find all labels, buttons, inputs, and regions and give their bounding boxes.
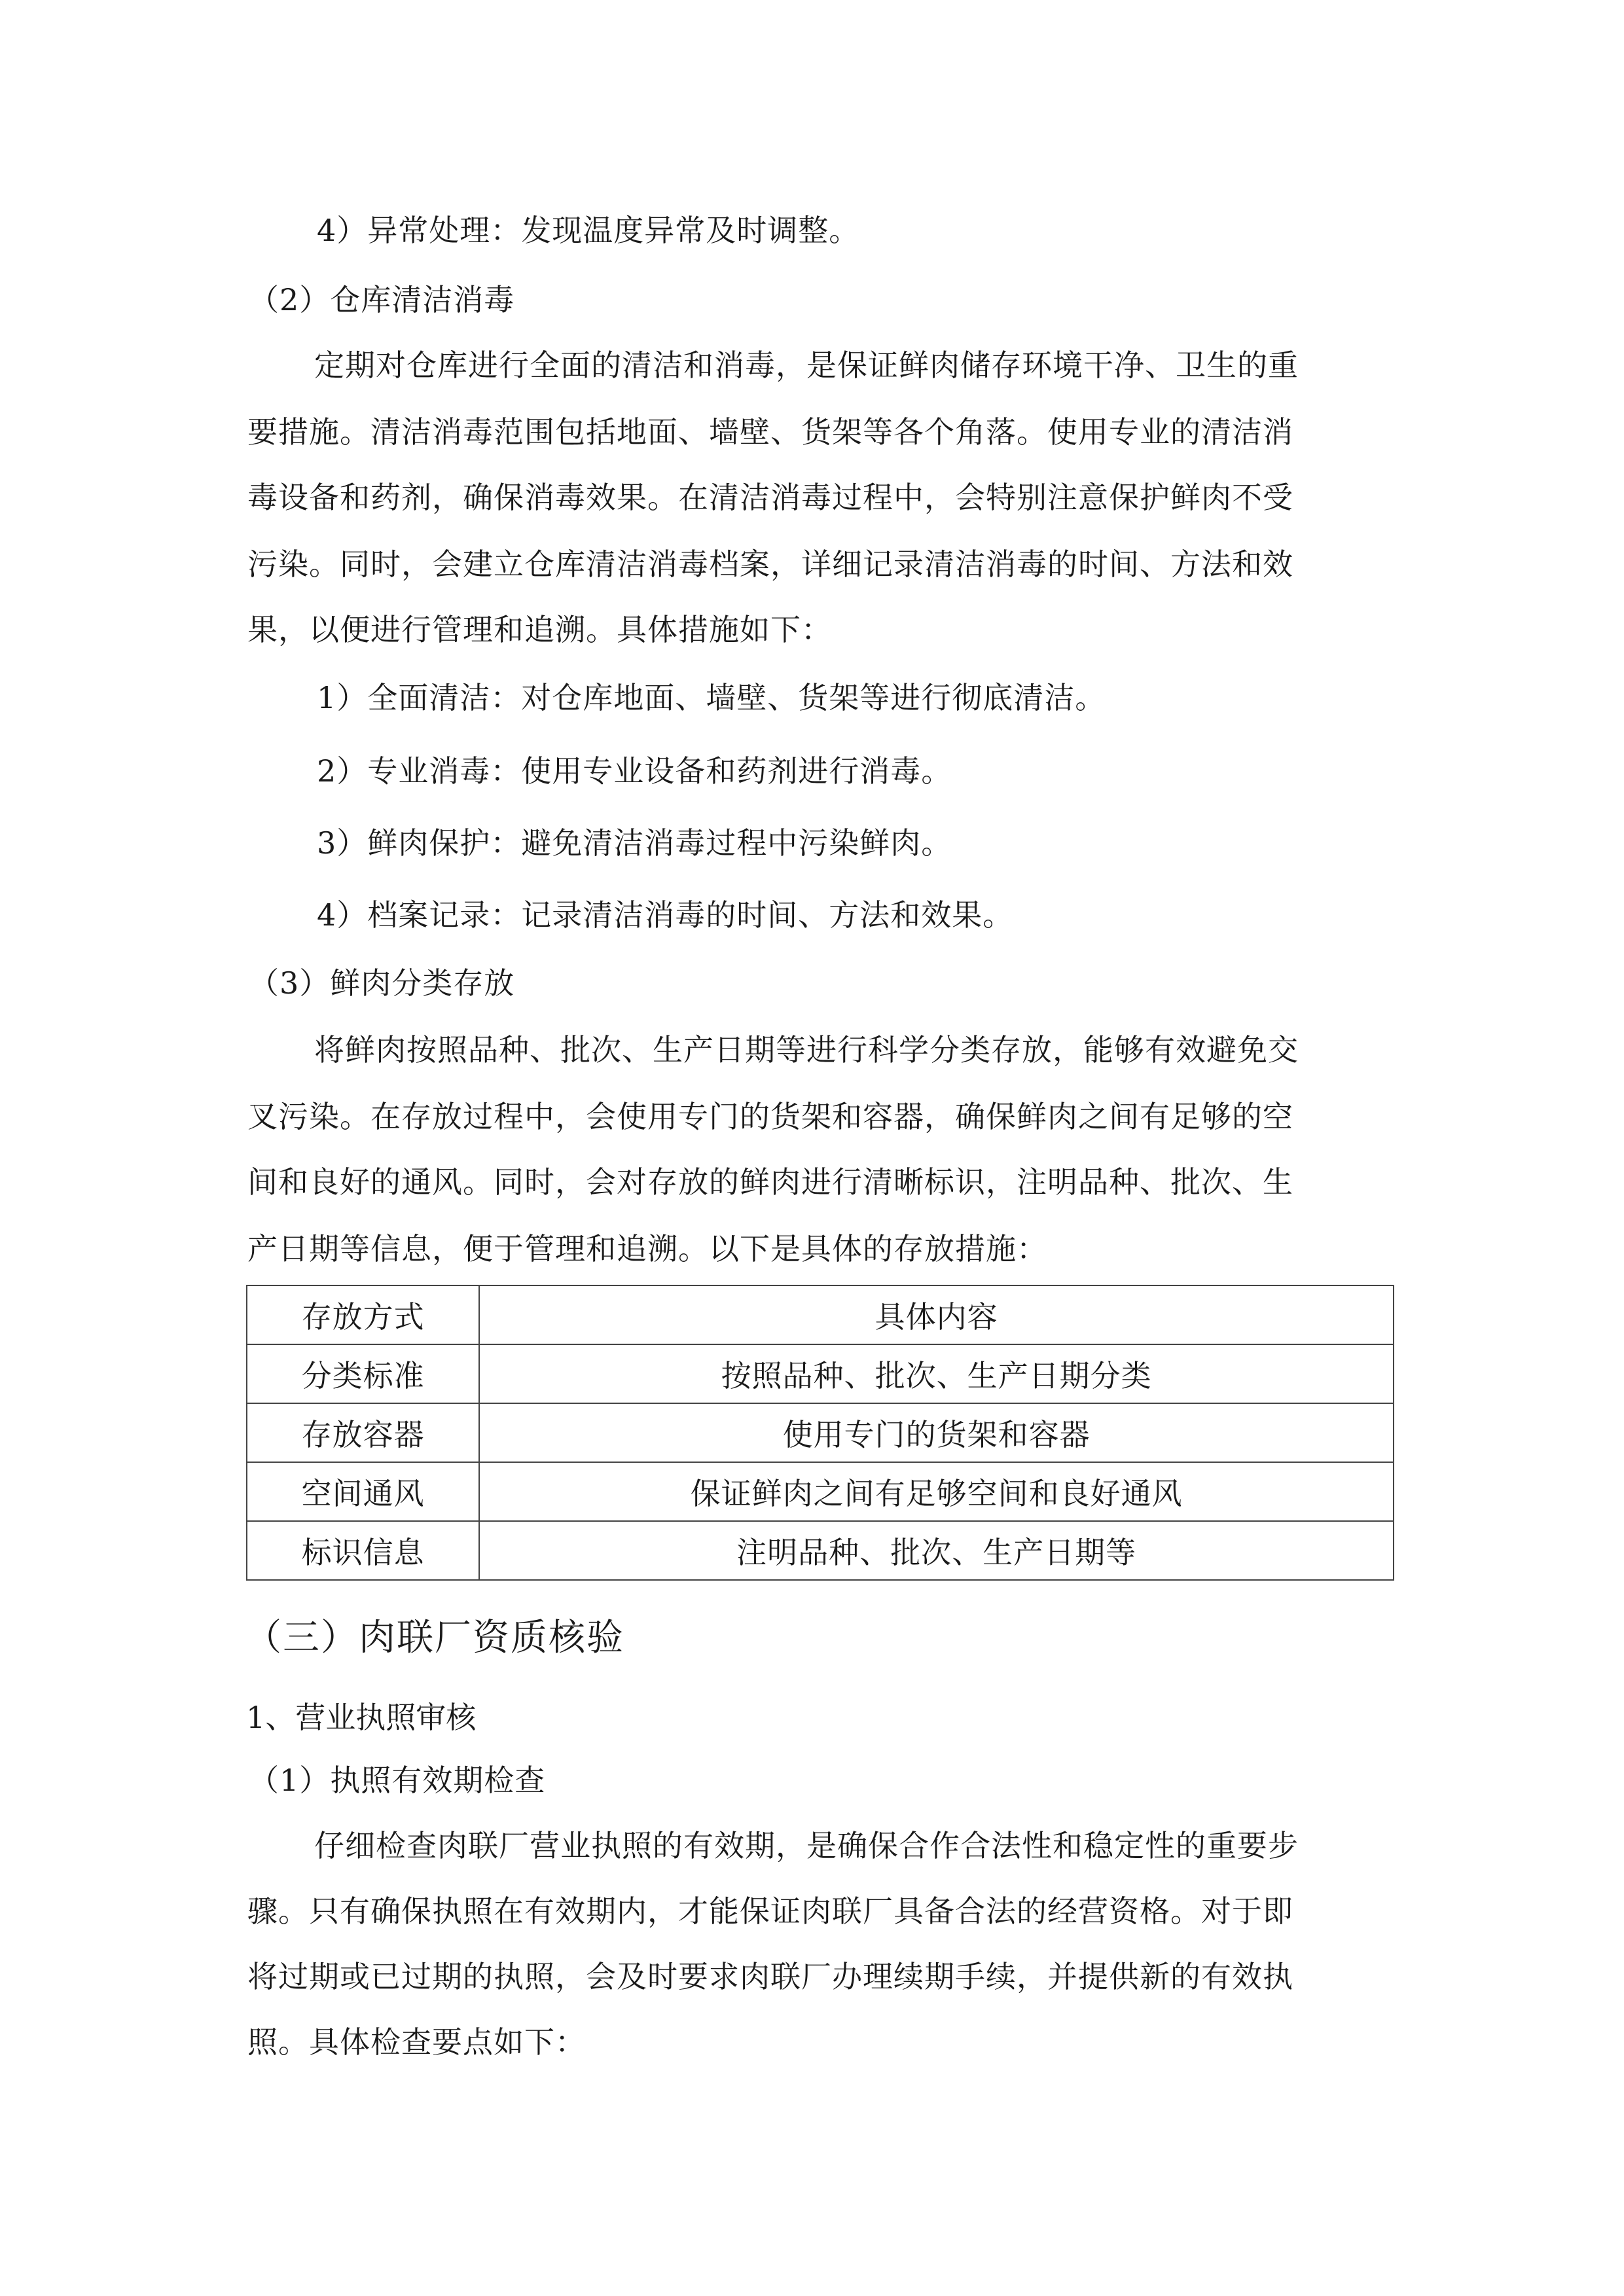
- table-row: [247, 1403, 1394, 1462]
- table-row: [247, 1521, 1394, 1580]
- table-row: [247, 1344, 1394, 1403]
- table-cell: 标识信息: [247, 1521, 479, 1580]
- cleaning-paragraph-line-3: 毒设备和药剂，确保消毒效果。在清洁消毒过程中，会特别注意保护鲜肉不受: [247, 480, 1293, 515]
- cleaning-item-4: 4）档案记录：记录清洁消毒的时间、方法和效果。: [317, 897, 1014, 933]
- storage-table: [246, 1285, 1394, 1581]
- storage-paragraph-line-1: 将鲜肉按照品种、批次、生产日期等进行科学分类存放，能够有效避免交: [314, 1032, 1299, 1067]
- table-cell: 按照品种、批次、生产日期分类: [479, 1344, 1394, 1403]
- cleaning-paragraph-line-2: 要措施。清洁消毒范围包括地面、墙壁、货架等各个角落。使用专业的清洁消: [247, 414, 1293, 450]
- cleaning-paragraph-line-4: 污染。同时，会建立仓库清洁消毒档案，详细记录清洁消毒的时间、方法和效: [247, 547, 1293, 582]
- qualification-heading: （三）肉联厂资质核验: [245, 1617, 624, 1659]
- table-header-cell: 具体内容: [479, 1285, 1394, 1344]
- temperature-item-4: 4）异常处理：发现温度异常及时调整。: [317, 213, 860, 248]
- qualification-paragraph-line-4: 照。具体检查要点如下：: [247, 2024, 586, 2060]
- cleaning-paragraph-line-1: 定期对仓库进行全面的清洁和消毒，是保证鲜肉储存环境干净、卫生的重: [314, 348, 1299, 383]
- storage-paragraph-line-2: 叉污染。在存放过程中，会使用专门的货架和容器，确保鲜肉之间有足够的空: [247, 1099, 1293, 1134]
- table-cell: 使用专门的货架和容器: [479, 1403, 1394, 1462]
- table-header-row: [247, 1285, 1394, 1344]
- cleaning-heading: （2）仓库清洁消毒: [249, 282, 515, 317]
- cleaning-item-2: 2）专业消毒：使用专业设备和药剂进行消毒。: [317, 753, 952, 789]
- table-row: [247, 1462, 1394, 1521]
- table-header-cell: 存放方式: [247, 1285, 479, 1344]
- table-cell: 分类标准: [247, 1344, 479, 1403]
- storage-paragraph-line-4: 产日期等信息，便于管理和追溯。以下是具体的存放措施：: [247, 1231, 1047, 1266]
- business-license-heading: 1、营业执照审核: [246, 1700, 477, 1735]
- table-cell: 保证鲜肉之间有足够空间和良好通风: [479, 1462, 1394, 1521]
- cleaning-item-3: 3）鲜肉保护：避免清洁消毒过程中污染鲜肉。: [317, 825, 952, 861]
- qualification-paragraph-line-2: 骤。只有确保执照在有效期内，才能保证肉联厂具备合法的经营资格。对于即: [247, 1893, 1293, 1929]
- cleaning-paragraph-line-5: 果，以便进行管理和追溯。具体措施如下：: [247, 612, 832, 647]
- table-cell: 存放容器: [247, 1403, 479, 1462]
- cleaning-item-1: 1）全面清洁：对仓库地面、墙壁、货架等进行彻底清洁。: [317, 680, 1106, 715]
- qualification-paragraph-line-3: 将过期或已过期的执照，会及时要求肉联厂办理续期手续，并提供新的有效执: [247, 1959, 1293, 1994]
- storage-paragraph-line-3: 间和良好的通风。同时，会对存放的鲜肉进行清晰标识，注明品种、批次、生: [247, 1164, 1293, 1200]
- qualification-paragraph-line-1: 仔细检查肉联厂营业执照的有效期，是确保合作合法性和稳定性的重要步: [314, 1828, 1299, 1863]
- table-cell: 注明品种、批次、生产日期等: [479, 1521, 1394, 1580]
- table-cell: 空间通风: [247, 1462, 479, 1521]
- license-validity-heading: （1）执照有效期检查: [249, 1763, 546, 1798]
- storage-heading: （3）鲜肉分类存放: [249, 965, 515, 1001]
